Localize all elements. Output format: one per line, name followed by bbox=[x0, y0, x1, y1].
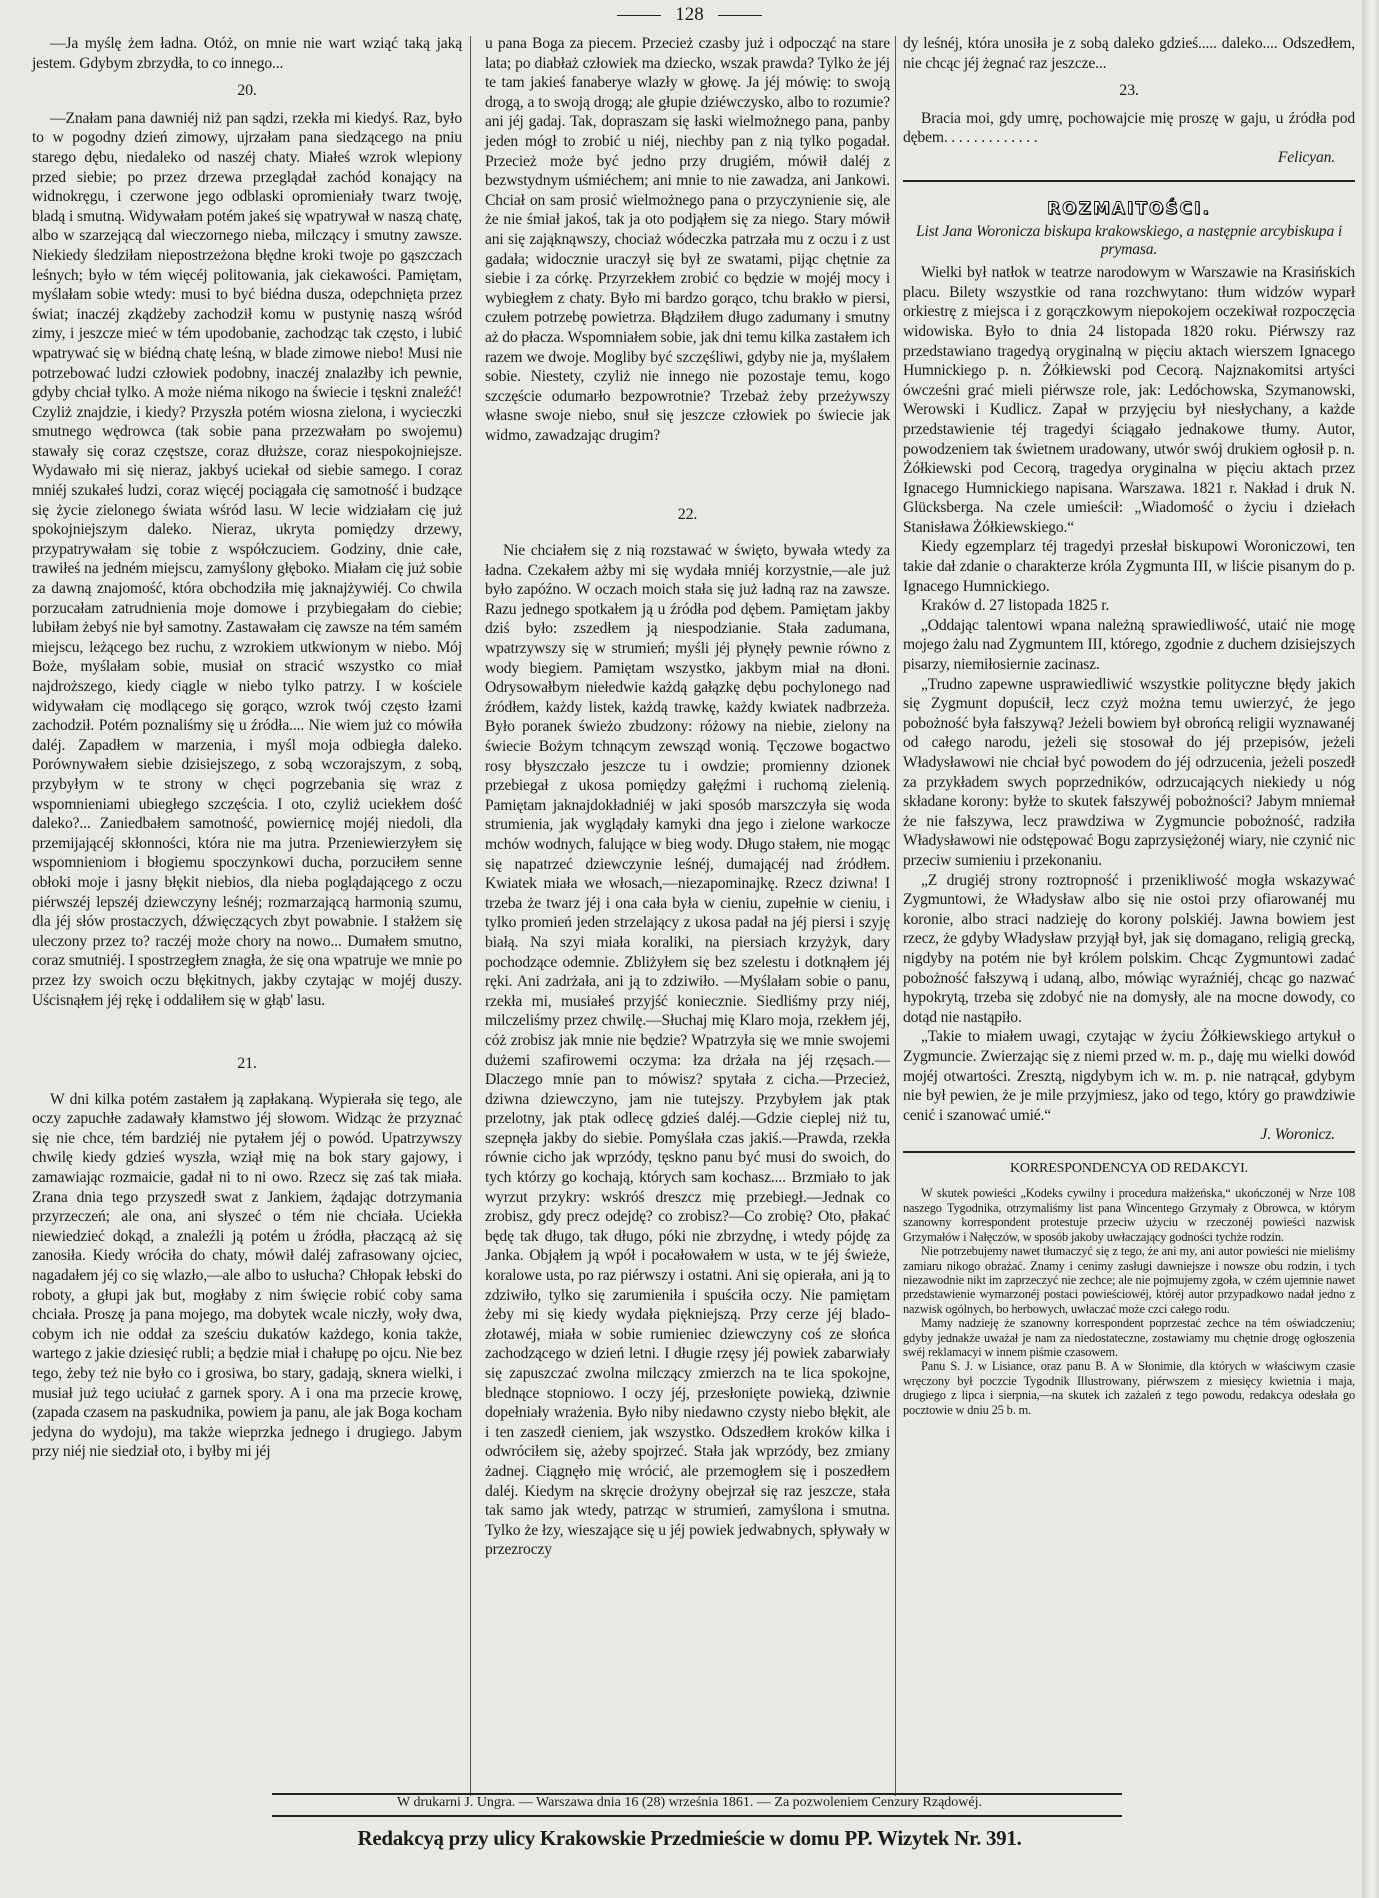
paragraph: —Ja myślę żem ładna. Otóż, on mnie nie wart wziąć taką jaką jestem. Gdybym zbrzydła, to co innego... bbox=[32, 35, 462, 72]
column-2 bbox=[485, 34, 890, 1560]
section-number-20: 20. bbox=[237, 82, 257, 100]
editorial-address: Redakcyą przy ulicy Krakowskie Przedmieście w domu PP. Wizytek Nr. 391. bbox=[357, 1826, 1022, 1850]
footer-rule bbox=[272, 1815, 1122, 1817]
printer-imprint: W drukarni J. Ungra. — Warszawa dnia 16 (28) września 1861. — Za pozwoleniem Cenzury Rządowéj. bbox=[396, 1795, 982, 1810]
article-subtitle: List Jana Woronicza biskupa krakowskiego, a następnie arcybiskupa i prymasa. bbox=[915, 223, 1343, 259]
paragraph: „Trudno zapewne usprawiedliwić wszystkie polityczne błędy jakich się Zygmunt dopuścił, lecz czyż można temu uwierzyć, że jego pobożność była fałszywą? Jeżeli bowiem był obrońcą religii wyznawanéj od całego narodu, jeżeli się stosował do jéj przepisów, jeżeli Władysławowi nie chciał być powodem do jéj odrzucenia, jeżeli poszedł za przykładem swych poprzedników, odrzucających niekiedy u nóg składane korony: byłże to skutek fałszywéj pobożności? Jabym mniemał że nie fałszywa, lecz prawdziwa w Zygmuncie pobożność, radziła Władysławowi nie odstępować Bogu zaprzysiężonéj wiary, nie czynić nic przeciw sumieniu i przekonaniu. bbox=[903, 675, 1355, 869]
paragraph: dy leśnéj, która unosiła je z sobą daleko gdzieś..... daleko.... Odszedłem, nie chcąc jéj żegnać raz jeszcze... bbox=[903, 35, 1355, 72]
paragraph: Panu S. J. w Lisiance, oraz panu B. A w Słonimie, dla których w właściwym czasie wręczony był poczcie Tygodnik Illustrowany, piérwszem z miesięcy kwietnia i maja, drugiego z lipca i sierpnia,—na skutek ich zażaleń z tego powodu, redakcya odesłała go pocztowie w dniu 25 b. m. bbox=[903, 1359, 1355, 1417]
signature-woronicz: J. Woronicz. bbox=[1260, 1126, 1335, 1144]
paragraph: „Oddając talentowi wpana należną sprawiedliwość, utaić nie mogę mojego żalu nad Zygmuntem III, którego, zgodnie z duchem dzisiejszych pisarzy, niemiłosiernie zacinasz. bbox=[903, 616, 1355, 674]
paragraph: Nie potrzebujemy nawet tłumaczyć się z tego, że ani my, ani autor powieści nie mieliśmy zamiaru nikogo obrażać. Znamy i cenimy zasługi dawniejsze i nowsze obu rodzin, i tych niezawodnie nikt im zaprzeczyć nie zechce; ale nie pojmujemy zgoła, w czém ujemnie nawet przedstawienie wymarzonéj postaci powieściowéj, któréj autor przypadkowo nadał jedno z nazwisk ogólnych, bo herbowych, uwłaczać może czci całego rodu. bbox=[903, 1244, 1355, 1316]
section-heading-korrespondencya: KORRESPONDENCYA OD REDAKCYI. bbox=[1009, 1160, 1249, 1176]
paragraph: Nie chciałem się z nią rozstawać w święto, bywała wtedy za ładna. Czekałem ażby mi się wydała mniéj korzystnie,—ale już było zapóźno. W oczach moich stała się już ładną raz na zawsze. Razu jednego spotkałem ją u źródła pod dębem. Pamiętam jakby dziś było: zszedłem ją niespodzianie. Stała zadumana, wpatrzywszy się w strumień; myśli jéj płynęły pewnie równo z wody biegiem. Pamiętam wszystko, jakbym miał na dłoni. Odrysowałbym niełedwie każdą gałązkę dębu pochylonego nad źródłem, każdy listek, każdą trawkę, każdy kwiatek nadbrzeża. Było poranek świeżo zbudzony: różowy na niebie, zielony na świecie Bożym tchnącym zewsząd wonią. Tęczowe bogactwo rosy błyszczało jeszcze tu i owdzie; promienny dzionek przebiegał z ukosa pomiędzy gałęźmi i ruchomą zielenią. Pamiętam jaknajdokładniéj w jaki sposób marszczyła się woda strumienia, jak wyglądały kamyki dna jego i zielone warkocze mchów wodnych, falujące w bieg wody. Długo stałem, nie mogąc się napatrzeć dziewczynie leśnéj, dumającéj nad źródłem. Kwiatek miała we włosach,—niezapominajkę. Rzecz dziwna! I trzeba że twarz jéj i ona cała była w cieniu, zupełnie w cieniu, i tylko promień jeden strzelający z ukosa padał na jéj piersi i szyję białą. Na szyi miała koraliki, na piersiach krzyżyk, dary pochodzące odemnie. Zbliżyłem się bez szelestu i dotknąłem jéj ręki. Ani zadrżała, ani ją to zdziwiło. —Myślałam sobie o panu, rzekła mi, musiałeś przyjść koniecznie. Siedliśmy przy niéj, milczeliśmy przez chwilę.—Słuchaj mię Klaro moja, rzekłem jéj, cóż zrobisz jak mnie nie będzie? Wpatrzyła się we mnie swojemi dużemi szafirowemi oczyma: łza drżała na jéj rzęsach.—Dlaczego mnie pan to mówisz? spytała z cicha.—Przecież, dziwna dziewczyno, jam nie tutejszy. Przybyłem jak ptak przelotny, jak ptak odlecę gdzieś daléj.—Gdzie cieplej niż tu, szepnęła jakby do siebie. Pomyślała czas jakiś.—Prawda, rzekła równie cicho jak wprzódy, tęskno panu być musi do swoich, do tych którzy go kochają, których sam kochasz.... Brzmiało to jak wyrzut przykry: wskróś dreszcz mię przebiegł.—Jednak co zrobisz, gdy precz odejdę? co zrobisz?—Co zrobię? Oto, płakać będę tak długo, tak długo, póki nie zbrzydnę, i wtedy pójdę za Janka. Objąłem ją wpół i pocałowałem w usta, w te jéj świeże, koralowe usta, po raz piérwszy i ostatni. Ani się opierała, ani ją to zdziwiło, tylko się zarumieniła i spuściła oczy. Nie pamiętam żeby mi się kiedy wydała piękniejszą. Przy cerze jéj blado-złotawéj, miała w sobie rumieniec dziewczyny coś ze słońca zachodzącego w dzień letni. I długie rzęsy jéj powiek zabarwiały się zapuszczać zwolna milczący zmierzch na te lica spokojne, blednące stopniowo. I oczy jéj, przesłonięte powieką, dziwnie dopełniały wrażenia. Było niby niedawno czysty niebo błękit, ale i ten zaszedł cieniem, jak wszystko. Odszedłem kroków kilka i odwróciłem się, ażeby spojrzeć. Stała jak wprzódy, bez zmiany żadnej. Ciągnęło mię wrócić, ale przemogłem się i poszedłem daléj. Kiedym na skręcie drożyny obejrzał się raz jeszcze, stała tak samo jak wtedy, patrząc w strumień, zamyślona i smutna. Tylko że łzy, wieszające się u jéj powiek jedwabnych, spływały w przezroczy bbox=[485, 542, 890, 1559]
column-1 bbox=[32, 34, 462, 1462]
adjacent-page-edge bbox=[1362, 0, 1379, 1898]
paragraph: W skutek powieści „Kodeks cywilny i procedura małżeńska,“ ukończonéj w Nrze 108 naszego Tygodnika, otrzymaliśmy list pana Wincentego Grzymały z Obrowca, w którym szanowny korrespondent protestuje przeciw użyciu w rzeczonéj powieści nazwisk Grzymałów i Nałęczów, w sposób jakoby uwłaczający godności tychże rodzin. bbox=[903, 1186, 1355, 1244]
section-number-23: 23. bbox=[1119, 82, 1139, 100]
paragraph: Bracia moi, gdy umrę, pochowajcie mię proszę w gaju, u źródła pod dębem. . . . . . . . . . . . . bbox=[903, 109, 1355, 147]
column-divider bbox=[470, 36, 471, 1796]
column-3 bbox=[903, 34, 1355, 1417]
paragraph: Kiedy egzemplarz téj tragedyi przesłał biskupowi Woroniczowi, ten takie dał zdanie o charakterze króla Zygmunta III, w liście pisanym do p. Ignacego Humnickiego. bbox=[903, 538, 1355, 595]
letter-dateline: Kraków d. 27 listopada 1825 r. bbox=[921, 597, 1110, 615]
section-number-21: 21. bbox=[237, 1055, 257, 1073]
paragraph: —Znałam pana dawniéj niż pan sądzi, rzekła mi kiedyś. Raz, było to w pogodny dzień zimowy, ujrzałam pana siedzącego na pniu starego dębu, niedaleko od naszéj chaty. Miałeś wzrok wlepiony przed siebie; po przez drzewa przeglądał zachód konający na widnokręgu, i czerwone jego odblaski opromieniały twarz twoję, bladą i smutną. Widywałam potém jakeś się wpatrywał w naszą chatę, albo w szarzejącą dal wieczornego nieba, milczący i smutny zawsze. Niekiedy śledziłam niepostrzeżona błędne kroki twoje po gąszczach leśnych; było w tém więcéj politowania, jak ciekawości. Pamiętam, myślałam sobie wtedy: musi to być biédna dusza, odepchnięta przez świat; inaczéj zkądżeby zachodził komu w pustynię naszą wśród zimy, i jeszcze mieć w tém upodobanie, zachodząc tak często, i lubić wpatrywać się w biédną chatę leśną, w blade zimowe niebo! Musi nie potrzebować ludzi człowiek podobny, inaczéj znalazłby ich pewnie, gdyby chciał tylko. A może niéma nikogo na świecie i tęskni znaleźć! Czyliż znajdzie, i kiedy? Przyszła potém wiosna zielona, i wycieczki smutnego wędrowca (tak sobie pana przezwałam po swojemu) stawały się coraz częstsze, coraz dłuższe, coraz niespokojniejsze. Wydawało mi się nieraz, jakbyś uciekał od siebie samego. I coraz mniéj szukałeś ludzi, coraz więcéj pociągała cię samotność i budzące się życie zielonego świata wśród lasu. W lecie widziałam cię już spokojniejszym daleko. Nieraz, ukryta pomiędzy drzewy, przypatrywałam się tobie z współczuciem. Godziny, dnie całe, trawiłeś na jedném miejscu, zamyślony głęboko. Miałam cię już sobie za dawną znajomość, która obchodziła mię jaknajżywiéj. Co chwila porzucałam zatrudnienia moje domowe i przybiegałam do ciebie; lubiłam żebyś nie był samotny. Zastawałam cię zawsze na tém samém miejscu, leżącego bez ruchu, z wzrokiem utkwionym w niebo. Mój Boże, myślałam sobie, musiał on stracić wszystko co miał najdroższego, kiedy ciągle w niebo tylko patrzy. I w kościele widywałam cię modlącego się gorąco, wzrok twój często łzami zachodził. Potém poznaliśmy się u źródła.... Nie wiem już co mówiła daléj. Zapadłem w marzenia, i myśl moja odbiegła daleko. Porównywałem siebie dzisiejszego, z sobą wczorajszym, z sobą, przybyłym w te strony w chęci pogrzebania się wraz z wspomnieniami ubiegłego szczęścia. I oto, czyliż uciekłem dość daleko?... Zaniedbałem samotność, powiernicę mojéj niedoli, dla przemijającéj skłonności, która nie ma jutra. Przeniewierzyłem się wspomnieniom i błogiemu spoczynkowi ducha, porzuciłem senne obłoki moje i jasny błękit niebios, dla nieba poglądającego z oczu piérwszéj lepszéj dziewczyny leśnéj; rozmarzającą harmonią szumu, dla jéj słów prostaczych, dźwięczących zbyt powabnie. I stałżem się uleczony przez to? raczéj może chory na nowo... Dumałem smutno, coraz smutniéj. I spostrzegłem znagła, że się ona wpatruje we mnie po przez łzy swoich oczu błękitnych, jakby czytając w mojéj duszy. Uścisnąłem jéj rękę i oddaliłem się w głąb' lasu. bbox=[32, 109, 462, 1009]
page-number: 128 bbox=[0, 4, 1379, 26]
section-heading-rozmaitosci: ROZMAITOŚCI. bbox=[1047, 198, 1211, 219]
paragraph: Mamy nadzieję że szanowny korrespondent poprzestać zechce na tém oświadczeniu; gdyby jednakże uważał je nam za niedostateczne, zostawiamy mu chętnie drogę ogłoszenia swéj reklamacyi w innem piśmie czasowem. bbox=[903, 1316, 1355, 1359]
section-rule bbox=[903, 180, 1355, 182]
paragraph: W dni kilka potém zastałem ją zapłakaną. Wypierała się tego, ale oczy zapuchłe zadawały kłamstwo jéj słowom. Widząc że przyznać się nie chce, tém bardziéj nie pytałem jéj o powód. Upatrzywszy chwilę kiedy gdzieś wyszła, wziął mię na bok stary gajowy, i zamawiając rozmaicie, gadał ni to ni owo. Rzecz się zaś tak miała. Zrana dnia tego przyszedł swat z Jankiem, żądając dotrzymania przyrzeczeń; ale ona, ani słyszeć o tém nie chciała. Uciekła niewiedzieć dokąd, a znaleźli ją potém u źródła, płaczącą aż się zanosiła. Kiedy wróciła do chaty, mówił daléj zafrasowany ojciec, nagadałem jéj co się wlazło,—ale albo to usłucha? Chłopak łebski do roboty, a głupi jak but, mogłaby z nim święcie robić coby sama chciała. Proszę ja pana mojego, ma dobytek wcale niczły, woły dwa, cobym ich nie oddał za sześciu dukatów każdego, konia także, wartego z jakie dziesięć rubli; a będzie miał i chałupę po ojcu. Nie bez tego, żeby też nie było co i grosiwa, bo stary, gadają, sknera wielki, i musiał już tego uciułać z garnek spory. A i ona ma przecie krowę, (zapada czasem na paskudnika, powiem ja panu, ale jak Boga kocham jedyna do wydoju), ma także wieprzka jednego i drugiego. Jabym przy niéj nie siedział oto, i byłby mi jéj bbox=[32, 1090, 462, 1461]
paragraph: u pana Boga za piecem. Przecież czasby już i odpocząć na stare lata; po diabłaż człowiek ma dziecko, wszak prawda? Tylko że jéj te tam jakieś fanaberye wlazły w głowę. Ja jéj mówię: to swoją drogą, a to swoją drogą; ale głupie dziéwczysko, albo to rozumie? ani jéj gadaj. Tak, dopraszam się łaski wielmożnego pana, panby jeden mógł to zrobić u niéj, niechby pan z nią tylko pogadał. Przecież może być jedno przy drugiém, mówił daléj z bezwstydnym uśmiéchem; ani mnie to nie zawadza, ani Jankowi. Chciał on sam prosić wielmożnego pana o przyczynienie się, ale że nie śmiał jakoś, tak ja oto podjąłem się za niego. Stary mówił ani się zająknąwszy, chociaż wódeczka patrzała mu z oczu i z ust gadała; widocznie uraczył się był ze swatami, pijąc chętnie za siebie i za córkę. Przyrzekłem zrobić co będzie w mojéj mocy i wybiegłem z chaty. Było mi bardzo gorąco, tchu brakło w piersi, czułem potrzebę powietrza. Błądziłem długo zadumany i smutny aż do płacza. Wspomniałem sobie, jak dni temu kilka zastałem ich razem we dwoje. Mogliby być szczęśliwi, gdyby nie ja, myślałem sobie. Niestety, czyliż nie innego nie pozostaje temu, kogo szczęście odumarło bezpowrotnie? Trzebaż żeby przeżywszy własne swoje niebo, snuł się jeszcze człowiek po świecie jak widmo, zawadzając drugim? bbox=[485, 35, 890, 444]
paragraph: „Takie to miałem uwagi, czytając w życiu Żółkiewskiego artykuł o Zygmuncie. Zwierzając się z niemi przed w. m. p., daję mu wielki dowód mojéj otwartości. Zresztą, nigdybym ich w. m. p. nie natrącał, gdybym nie był pewien, że je mile przyjmiesz, jako od tego, który go prawdziwie cenić i szanować umié.“ bbox=[903, 1028, 1355, 1124]
column-divider bbox=[895, 36, 896, 1796]
section-rule bbox=[903, 1151, 1355, 1153]
paragraph: „Z drugiéj strony roztropność i przenikliwość mogła wskazywać Zygmuntowi, że Władysław albo się nie ostoi przy ofiarowanéj mu koronie, albo straci nadzieję do korony polskiéj. Jawna bowiem jest rzecz, że gdyby Władysław przyjął był, jak się domagano, religią grecką, nigdyby na potém nie był królem polskim. Chcąc Zygmuntowi zadać pobożność fałszywą i udaną, albo, mówiąc wyraźniéj, chcąc go nazwać hypokrytą, trzeba się zdobyć nie na domysły, ale na mocne dowody, co dotąd nie nastąpiło. bbox=[903, 871, 1355, 1026]
section-number-22: 22. bbox=[677, 506, 698, 524]
paragraph: Wielki był natłok w teatrze narodowym w Warszawie na Krasińskich placu. Bilety wszystkie od rana rozchwytano: tłum widzów wyparł orkiestrę z miejsca i z gorączkowym niepokojem oczekiwał rozpoczęcia widowiska. Było to dnia 24 listopada 1820 roku. Piérwszy raz przedstawiano tragedyą oryginalną w pięciu aktach wierszem Ignacego Humnickiego p. n. Żółkiewski pod Cecorą. Najznakomitsi artyści ówcześni grać mieli piérwsze role, jak: Ledóchowska, Szymanowski, Werowski i Kudlicz. Zapał w przyjęciu był niesłychany, a każde przedstawienie téj tragedyi ściągało jednakowe tłumy. Autor, powodzeniem tak świetnem uradowany, utwór swój drukiem ogłosił p. n. Żółkiewski pod Cecorą, tragedya oryginalna w pięciu aktach przez Ignacego Humnickiego napisana. Warszawa. 1821 r. Nakład i druk N. Glücksberga. Na czele umieścił: „Wiadomość o życiu i dziełach Stanisława Żółkiewskiego.“ bbox=[903, 264, 1355, 536]
signature-felicyan: Felicyan. bbox=[1277, 148, 1335, 166]
